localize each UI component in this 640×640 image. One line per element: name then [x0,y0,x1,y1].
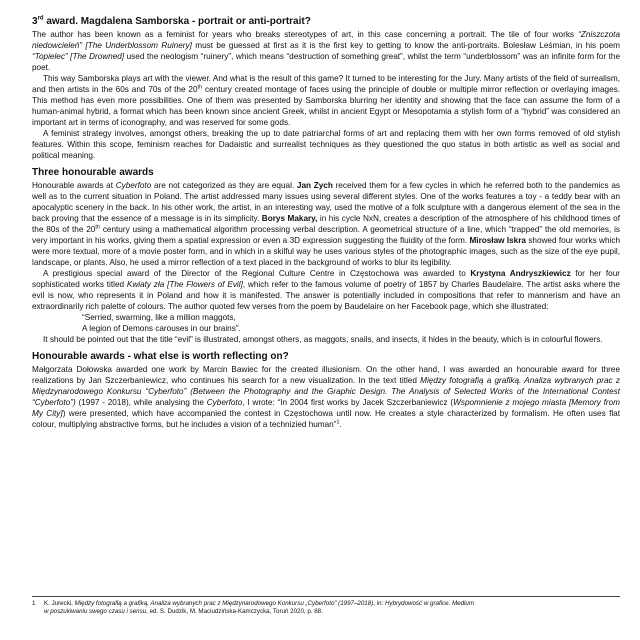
paragraph: This way Samborska plays art with the viewer. And what is the result of this game? It turned to be interesting for the Jury. Many artists of the field of surrealism, and then artists in the 60s and 70s of the 20th century created montage of faces using the principle of double or multiple mirror reflection or overlaying images. This method has even more possibilities. One of them was presented by Samborska blurring her identity and showing that the face can assume the form of a human-animal hybrid, a format which has been known since ancient Greek, whilst in ancient Egypt or Mesopotamia a stylish form of a “hybrid” was considered an important art in terms of iconography, and was reserved for some gods. [32,74,620,127]
article-body [32,16,620,430]
section-what-else [32,351,620,430]
section-heading: Honourable awards - what else is worth reflecting on? [32,351,289,362]
quote-line: A legion of Demons carouses in our brains”. [82,324,241,333]
paragraph: It should be pointed out that the title “evil” is illustrated, amongst others, as maggots, snails, and insects, it hides in the beauty, which is in colourful flowers. [43,335,603,344]
footnote [32,596,620,617]
paragraph: A feminist strategy involves, amongst others, breaking the up to date patriarchal forms of art and replacing them with her own forms removed of old stylish features. Within this scope, feminism reaches for Dadaistic and surrealist techniques as they questioned the quo status in both artistic as well as social and political meaning. [32,129,620,160]
section-heading: Three honourable awards [32,167,154,178]
footnote-text-continued: w poszukiwaniu swego czasu i sensu, ed. S. Dudzik, M. Maciudzińska-Kamczycka, Toruń 2020, p. 88. [44,608,323,616]
section-honourable-awards [32,167,620,345]
footnote-text: 1 K. Jurecki, Między fotografią a grafiką, Analiza wybranych prac z Międzynarodowego Konkursu „Cyberfoto” (1997–2018), in: Hybrydowość w grafice. Medium [32,600,475,607]
paragraph: The author has been known as a feminist for years who breaks stereotypes of art, in this case concerning a portrait. The tile of four works “Zniszczota niedowcieleń” [The Underblossom Ruinery] must be guessed at first as it is the first key to getting to know the anti-portraits. Bolesław Leśmian, in his poem “Topielec” [The Drowned] used the neologism “ruinery”, which means “destruction of something great”, whilst the term “underblossom” was an infinite form for the poet. [32,30,621,72]
paragraph: Honourable awards at Cyberfoto are not categorized as they are equal. Jan Zych received them for a few cycles in which he referred both to the pandemics as well as to the current situation in Poland. The artist addressed many issues using several different styles. One of the works features a toy - a teddy bear with an apocalyptic scenery in the back. In his other work, the artist, in an interesting way, used the motive of a folk sculpture with a dangerous element of the sea in the back proving that the essence of a message is in its simplicity. Borys Makary, in his cycle NxN, creates a description of the atmosphere of his childhood times of the 80s of the 20th century using a mathematical algorithm processing verbal description. A geometrical structure of a line, which “trapped” the old memories, is very important in his works, giving them a spatial expression or even a 3D expression suggesting the fluidity of the form. Mirosław Iskra showed four works which were more textual, more of a movie poster form, and in which in a skilful way he uses various styles of the photographic images, such as the size of the eye pupil, landscape, or plants. Also, he used a mirror reflection of a text placed in the background of works to blur its legibility. [32,181,621,267]
section-heading-third-award: 3rd award. Magdalena Samborska - portrait or anti-portrait? [32,15,311,27]
footnote-number: 1 [32,600,36,607]
paragraph: Małgorzata Dołowska awarded one work by Marcin Bawiec for the created illusionism. On the other hand, I was awarded an honourable award for three realizations by Jan Szczerbaniewicz, who continues his search for a new visualization. In the text titled Między fotografią a grafiką. Analiza wybranych prac z Międzynarodowego Konkursu “Cyberfoto” (Between the Photography and the Graphic Design. The Analysis of Selected Works of the International Contest “Cyberfoto”) (1997 - 2018), while analysing the Cyberfoto, I wrote: “In 2004 first works by Jacek Szczerbaniewicz (Wspomnienie z mojego miasta [Memory from My City]) were presented, which have accompanied the contest in Częstochowa until now. He creates a style characterized by formalism. He often uses flat colour, multiplying abstractive forms, but he includes a vision of a technizied human”$^1$. [32,365,620,429]
paragraph: A prestigious special award of the Director of the Regional Culture Centre in Częstochowa was awarded to Krystyna Andryszkiewicz for her four sophisticated works titled Kwiaty zła [The Flowers of Evil], which refer to the famous volume of poetry of 1857 by Charles Baudelaire. The artist asks where the evil is now, who represents it in Poland and how it is manifested. The answer is potentially included in compositions that refer to mannerism and have an extraordinarily rich palette of colours. The author quoted few verses from the poem by Baudelaire on her Facebook page, which she illustrated: [32,269,620,311]
quote-line: “Serried, swarming, like a million maggots, [82,313,236,322]
